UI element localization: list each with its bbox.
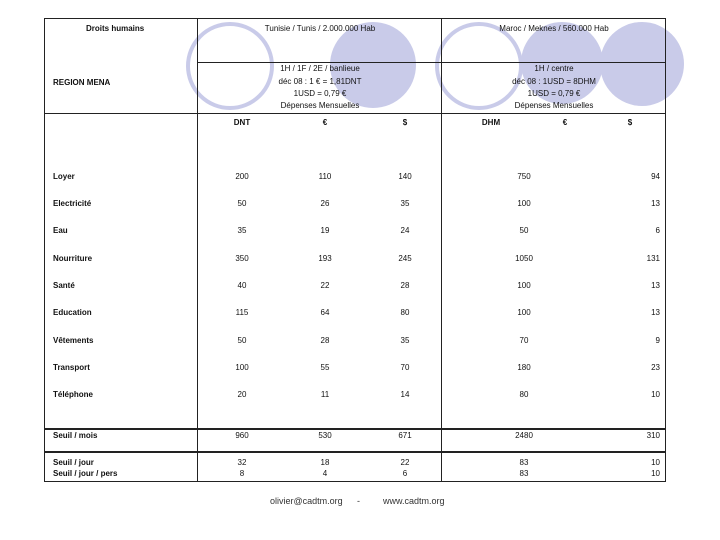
morocco-title: Maroc / Meknes / 560.000 Hab: [499, 24, 609, 33]
table-cell: 35: [400, 199, 410, 208]
table-cell: 64: [320, 308, 330, 317]
table-cell: 80: [400, 308, 410, 317]
table-cell: 18: [320, 458, 330, 467]
table-cell: 55: [320, 363, 330, 372]
row-label: Téléphone: [53, 390, 94, 399]
row-label: Nourriture: [53, 254, 93, 263]
tunisia-title: Tunisie / Tunis / 2.000.000 Hab: [264, 24, 376, 33]
table-cell: 28: [320, 336, 330, 345]
table-cell: 8: [239, 469, 245, 478]
table-cell: 28: [400, 281, 410, 290]
table-cell: 70: [400, 363, 410, 372]
footer-separator: -: [357, 496, 360, 506]
table-cell: 200: [235, 172, 249, 181]
morocco-subheader: 1H / centre: [534, 64, 574, 73]
table-cell: 530: [318, 431, 332, 440]
row-label: Seuil / jour: [53, 458, 94, 467]
table-cell: 310: [646, 431, 660, 440]
table-cell: 50: [237, 199, 247, 208]
row-divider: [197, 62, 666, 63]
totals-divider: [44, 428, 666, 430]
table-cell: 22: [320, 281, 330, 290]
column-header: DHM: [481, 118, 501, 127]
tunisia-subheader: Dépenses Mensuelles: [280, 101, 360, 110]
table-cell: 750: [517, 172, 531, 181]
table-cell: 40: [237, 281, 247, 290]
table-cell: 70: [519, 336, 529, 345]
table-cell: 23: [651, 363, 660, 372]
table-cell: 50: [519, 226, 529, 235]
table-cell: 193: [318, 254, 332, 263]
table-cell: 80: [519, 390, 529, 399]
tunisia-subheader: déc 08 : 1 € = 1,81DNT: [278, 77, 362, 86]
table-cell: 1050: [515, 254, 533, 263]
table-cell: 100: [235, 363, 249, 372]
column-header: $: [402, 118, 408, 127]
row-label: Education: [53, 308, 92, 317]
row-label: Seuil / jour / pers: [53, 469, 118, 478]
table-cell: 6: [402, 469, 408, 478]
column-divider: [441, 18, 442, 482]
table-cell: 13: [651, 308, 660, 317]
region-label: REGION MENA: [53, 78, 111, 87]
table-cell: 245: [398, 254, 412, 263]
table-cell: 19: [320, 226, 330, 235]
column-header: $: [627, 118, 633, 127]
table-frame: [44, 18, 666, 482]
morocco-subheader: 1USD = 0,79 €: [527, 89, 581, 98]
table-cell: 35: [237, 226, 247, 235]
tunisia-subheader: 1USD = 0,79 €: [293, 89, 347, 98]
table-cell: 20: [237, 390, 247, 399]
row-label: Seuil / mois: [53, 431, 98, 440]
table-cell: 24: [400, 226, 410, 235]
footer-email[interactable]: olivier@cadtm.org: [270, 496, 343, 506]
table-cell: 32: [237, 458, 247, 467]
table-cell: 22: [400, 458, 410, 467]
table-cell: 50: [237, 336, 247, 345]
table-cell: 11: [320, 390, 330, 399]
row-label: Vêtements: [53, 336, 94, 345]
table-cell: 10: [651, 458, 660, 467]
table-cell: 10: [651, 390, 660, 399]
row-divider: [44, 113, 666, 114]
table-cell: 100: [517, 308, 531, 317]
row-label: Transport: [53, 363, 90, 372]
row-label: Loyer: [53, 172, 75, 181]
table-cell: 13: [651, 281, 660, 290]
table-cell: 350: [235, 254, 249, 263]
table-cell: 26: [320, 199, 330, 208]
table-cell: 2480: [515, 431, 533, 440]
table-cell: 6: [655, 226, 660, 235]
column-header: €: [562, 118, 568, 127]
morocco-subheader: Dépenses Mensuelles: [514, 101, 594, 110]
morocco-subheader: déc 08 : 1USD = 8DHM: [512, 77, 596, 86]
table-cell: 4: [322, 469, 328, 478]
table-cell: 83: [519, 458, 529, 467]
row-label: Santé: [53, 281, 75, 290]
table-cell: 131: [646, 254, 660, 263]
column-header: DNT: [233, 118, 251, 127]
table-cell: 35: [400, 336, 410, 345]
table-cell: 180: [517, 363, 531, 372]
table-cell: 9: [655, 336, 660, 345]
column-divider: [197, 18, 198, 482]
table-cell: 10: [651, 469, 660, 478]
table-cell: 115: [235, 308, 249, 317]
table-cell: 960: [235, 431, 249, 440]
table-cell: 671: [398, 431, 412, 440]
table-cell: 13: [651, 199, 660, 208]
table-cell: 100: [517, 199, 531, 208]
table-cell: 14: [400, 390, 410, 399]
top-left-header: Droits humains: [86, 24, 145, 33]
tunisia-subheader: 1H / 1F / 2E / banlieue: [280, 64, 360, 73]
totals-divider: [44, 451, 666, 453]
table-cell: 110: [318, 172, 332, 181]
footer-website[interactable]: www.cadtm.org: [383, 496, 445, 506]
row-label: Electricité: [53, 199, 92, 208]
table-cell: 140: [398, 172, 412, 181]
table-cell: 83: [519, 469, 529, 478]
table-cell: 94: [651, 172, 660, 181]
table-cell: 100: [517, 281, 531, 290]
row-label: Eau: [53, 226, 68, 235]
column-header: €: [322, 118, 328, 127]
